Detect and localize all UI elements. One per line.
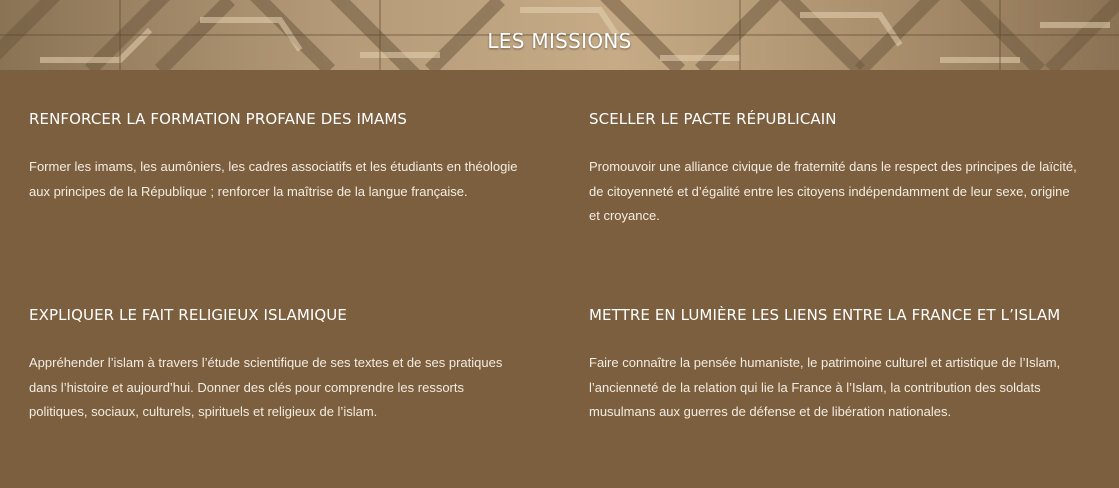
mission-card-formation xyxy=(29,107,519,204)
mission-description: Promouvoir une alliance civique de fraternité dans le respect des principes de laïcité, de citoyenneté et d’égalité entre les citoyens indépendamment de leur sexe, origine et croyance. xyxy=(589,159,1077,223)
mission-card-fait-religieux xyxy=(29,303,519,425)
missions-section xyxy=(0,70,1119,488)
mission-title: RENFORCER LA FORMATION PROFANE DES IMAMS xyxy=(29,110,408,128)
page-title: LES MISSIONS xyxy=(487,29,632,53)
mission-description: Appréhender l’islam à travers l’étude scientifique de ses textes et de ses pratiques dans l’histoire et aujourd’hui. Donner des clés pour comprendre les ressorts politiques, sociaux, culturels, spirituels et religieux de l’islam. xyxy=(29,355,503,419)
mission-card-pacte xyxy=(589,107,1079,229)
mission-title: METTRE EN LUMIÈRE LES LIENS ENTRE LA FRANCE ET L’ISLAM xyxy=(589,306,1061,324)
mission-description: Former les imams, les aumôniers, les cadres associatifs et les étudiants en théologie aux principes de la République ; renforcer la maîtrise de la langue française. xyxy=(29,159,518,199)
mission-card-france-islam xyxy=(589,303,1079,425)
mission-title: SCELLER LE PACTE RÉPUBLICAIN xyxy=(589,110,837,128)
mission-title: EXPLIQUER LE FAIT RELIGIEUX ISLAMIQUE xyxy=(29,306,347,324)
hero-banner xyxy=(0,0,1119,70)
mission-description: Faire connaître la pensée humaniste, le patrimoine culturel et artistique de l’Islam, l’ancienneté de la relation qui lie la France à l’Islam, la contribution des soldats musulmans aux guerres de défense et de libération nationales. xyxy=(589,355,1061,419)
